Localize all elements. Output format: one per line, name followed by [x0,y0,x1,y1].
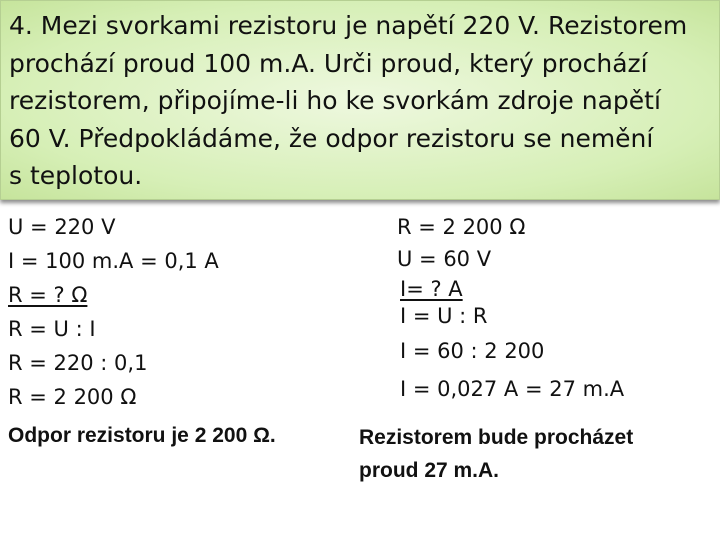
unknown-resistance: R = ? Ω [8,283,88,307]
task-line: 4. Mezi svorkami rezistoru je napětí 220 V. Rezistorem [9,11,688,40]
formula-resistance: R = U : I [8,317,96,341]
result-resistance: R = 2 200 Ω [8,385,137,409]
result-current: I = 0,027 A = 27 m.A [400,377,625,401]
substitution-resistance: R = 220 : 0,1 [8,351,148,375]
conclusion-current-line-1: Rezistorem bude procházet [359,426,634,449]
conclusion-current-line-2: proud 27 m.A. [359,459,500,482]
task-line: prochází proud 100 m.A. Urči proud, který prochází [9,48,648,78]
formula-current: I = U : R [400,304,488,328]
given-voltage: U = 220 V [8,215,116,239]
task-line: s teplotou. [9,161,143,190]
given-current: I = 100 m.A = 0,1 A [8,249,219,273]
task-line: 60 V. Předpokládáme, že odpor rezistoru se nemění [9,123,654,153]
conclusion-resistance: Odpor rezistoru je 2 200 Ω. [8,424,276,447]
unknown-current: I= ? A [400,277,463,301]
given-resistance: R = 2 200 Ω [397,215,526,239]
substitution-current: I = 60 : 2 200 [400,339,545,363]
task-box [0,0,720,200]
given-voltage-2: U = 60 V [397,247,492,271]
task-line: rezistorem, připojíme-li ho ke svorkám zdroje napětí [9,86,661,115]
